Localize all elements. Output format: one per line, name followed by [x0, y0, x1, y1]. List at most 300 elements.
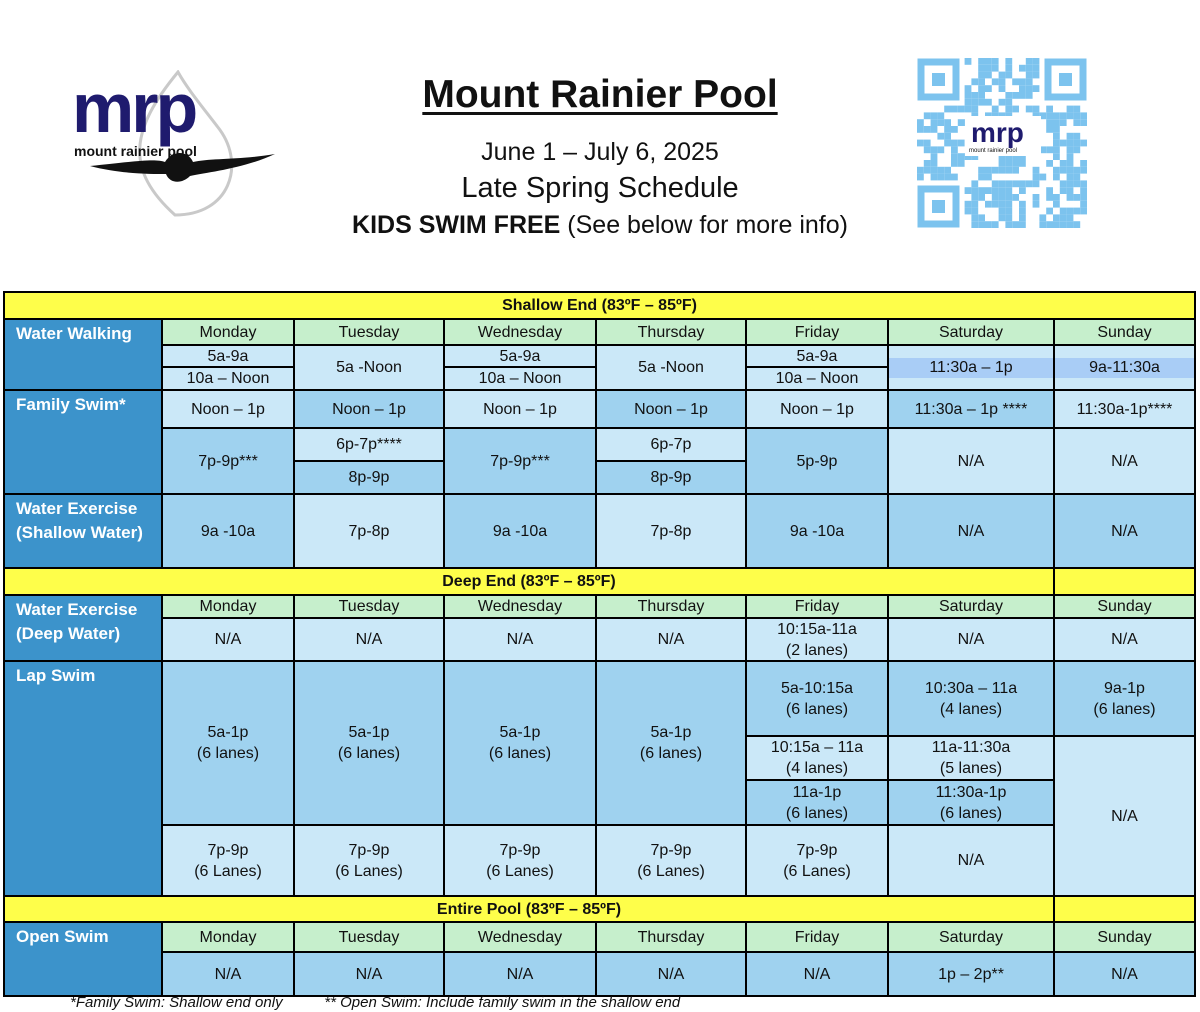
lap-swim-thu-evening-lanes: (6 Lanes)	[637, 862, 705, 880]
qr-module	[931, 119, 938, 126]
qr-module	[1080, 187, 1087, 194]
lap-swim-fri-evening	[747, 826, 887, 895]
qr-module	[944, 174, 951, 181]
qr-module	[971, 201, 978, 208]
qr-module	[924, 140, 931, 147]
qr-module	[1019, 65, 1026, 72]
qr-module	[1012, 160, 1019, 167]
qr-module	[944, 119, 951, 126]
qr-module	[1080, 201, 1087, 208]
qr-module	[992, 65, 999, 72]
qr-module	[1053, 214, 1060, 221]
deep-end-header-filler	[1055, 569, 1194, 594]
water-exercise-deep-fri-time: 10:15a-11a	[777, 620, 857, 638]
deep-day-header-saturday: Saturday	[889, 596, 1053, 617]
lap-swim-tue-morning-lanes: (6 lanes)	[337, 745, 401, 762]
qr-module	[1026, 92, 1033, 99]
row-label-family-swim: Family Swim*	[5, 391, 161, 493]
lap-swim-sat-block-1-lanes: (4 lanes)	[939, 700, 1003, 718]
qr-module	[1046, 112, 1053, 119]
qr-module	[1067, 153, 1074, 160]
qr-module	[999, 167, 1006, 174]
day-header-saturday: Saturday	[889, 320, 1053, 344]
water-exercise-deep-thu: N/A	[597, 619, 745, 660]
qr-module	[1073, 194, 1080, 201]
mrp-logo	[70, 70, 280, 220]
qr-module	[917, 119, 924, 126]
lap-swim-tue-morning	[295, 662, 443, 824]
lap-swim-tue-morning-time: 5a-1p	[348, 724, 390, 741]
qr-module	[1073, 221, 1080, 228]
qr-module	[1026, 72, 1033, 79]
water-exercise-shallow-mon: 9a -10a	[163, 495, 293, 567]
qr-module	[999, 78, 1006, 85]
qr-module	[1080, 119, 1087, 126]
qr-module	[1073, 112, 1080, 119]
qr-module	[951, 106, 958, 113]
qr-module	[1046, 106, 1053, 113]
lap-swim-fri-block-2-lanes: (4 lanes)	[785, 760, 849, 777]
lap-swim-thu-evening-time: 7p-9p	[650, 841, 692, 859]
qr-module	[937, 112, 944, 119]
family-swim-fri-midday: Noon – 1p	[747, 391, 887, 427]
qr-module	[924, 146, 931, 153]
qr-module	[1067, 187, 1074, 194]
water-walking-sat-time: 11:30a – 1p	[889, 358, 1053, 378]
qr-module	[1012, 78, 1019, 85]
qr-module	[958, 160, 965, 167]
qr-module	[985, 221, 992, 228]
qr-module	[951, 174, 958, 181]
qr-module	[1067, 106, 1074, 113]
water-walking-thu: 5a -Noon	[597, 346, 745, 389]
lap-swim-mon-morning-lanes: (6 lanes)	[196, 745, 260, 762]
qr-module	[1046, 126, 1053, 133]
water-exercise-deep-fri-lanes: (2 lanes)	[785, 641, 849, 659]
water-walking-sun-time: 9a-11:30a	[1055, 358, 1194, 378]
lap-swim-fri-evening-lanes: (6 Lanes)	[783, 862, 851, 880]
qr-module	[917, 167, 924, 174]
open-day-header-tuesday: Tuesday	[295, 923, 443, 951]
qr-module	[1033, 85, 1040, 92]
lap-swim-sat-block-3-time: 11:30a-1p	[935, 783, 1007, 801]
open-swim-fri: N/A	[747, 953, 887, 995]
schedule-season: Late Spring Schedule	[461, 172, 739, 204]
family-swim-sun-evening: N/A	[1055, 429, 1194, 493]
qr-module	[944, 133, 951, 140]
lap-swim-sat-block-1	[889, 662, 1053, 735]
lap-swim-thu-morning-time: 5a-1p	[650, 724, 692, 741]
qr-module	[1019, 214, 1026, 221]
lap-swim-sat-block-3	[889, 781, 1053, 824]
qr-module	[951, 126, 958, 133]
qr-module	[1012, 92, 1019, 99]
qr-module	[937, 174, 944, 181]
schedule-table	[3, 291, 1196, 997]
qr-module	[971, 99, 978, 106]
qr-module	[1053, 167, 1060, 174]
qr-module	[985, 99, 992, 106]
qr-module	[999, 194, 1006, 201]
lap-swim-fri-block-1-time: 5a-10:15a	[780, 679, 854, 697]
water-exercise-shallow-sat: N/A	[889, 495, 1053, 567]
qr-module	[1060, 180, 1067, 187]
qr-module	[965, 85, 972, 92]
qr-module	[1067, 160, 1074, 167]
water-exercise-deep-sun: N/A	[1055, 619, 1194, 660]
qr-module	[985, 85, 992, 92]
row-label-water-exercise-shallow: Water Exercise (Shallow Water)	[5, 495, 161, 567]
qr-module	[992, 78, 999, 85]
page-title: Mount Rainier Pool	[422, 73, 778, 116]
water-exercise-deep-mon: N/A	[163, 619, 293, 660]
qr-module	[924, 160, 931, 167]
qr-module	[1005, 160, 1012, 167]
water-exercise-deep-tue: N/A	[295, 619, 443, 660]
water-walking-sat	[889, 346, 1053, 389]
family-swim-tue-evening-1: 6p-7p****	[295, 429, 443, 460]
qr-module	[1033, 65, 1040, 72]
qr-module	[1067, 214, 1074, 221]
qr-module	[951, 146, 958, 153]
qr-module	[1067, 146, 1074, 153]
qr-module	[1053, 221, 1060, 228]
qr-module	[985, 65, 992, 72]
qr-module	[958, 106, 965, 113]
qr-module	[944, 106, 951, 113]
footnote: *Family Swim: Shallow end only ** Open Swim: Include family swim in the shallow end	[70, 994, 681, 1011]
qr-module	[978, 167, 985, 174]
water-walking-wed-2: 10a – Noon	[445, 368, 595, 389]
qr-module	[1005, 201, 1012, 208]
lap-swim-fri-block-1-lanes: (6 lanes)	[785, 700, 849, 718]
lap-swim-wed-morning-time: 5a-1p	[499, 724, 541, 741]
qr-module	[1026, 180, 1033, 187]
qr-module	[1033, 201, 1040, 208]
qr-module	[1046, 160, 1053, 167]
water-walking-tue: 5a -Noon	[295, 346, 443, 389]
water-walking-mon-2: 10a – Noon	[163, 368, 293, 389]
lap-swim-sun-morning-time: 9a-1p	[1104, 679, 1145, 697]
lap-swim-mon-evening	[163, 826, 293, 895]
deep-end-header: Deep End (83ºF – 85ºF)	[5, 569, 1053, 594]
qr-module	[958, 119, 965, 126]
open-swim-sun: N/A	[1055, 953, 1194, 995]
qr-module	[1080, 160, 1087, 167]
lap-swim-fri-block-1	[747, 662, 887, 735]
qr-module	[965, 92, 972, 99]
qr-module	[1067, 174, 1074, 181]
qr-module	[1060, 119, 1067, 126]
qr-logo-letters: mrp	[971, 117, 1024, 148]
qr-module	[1053, 201, 1060, 208]
qr-module	[1019, 160, 1026, 167]
open-swim-thu: N/A	[597, 953, 745, 995]
shallow-end-header: Shallow End (83ºF – 85ºF)	[5, 293, 1194, 318]
entire-pool-header: Entire Pool (83ºF – 85ºF)	[5, 897, 1053, 921]
lap-swim-mon-morning-time: 5a-1p	[207, 724, 249, 741]
qr-module	[978, 99, 985, 106]
qr-module	[1005, 221, 1012, 228]
water-walking-mon-1: 5a-9a	[163, 346, 293, 366]
qr-module	[931, 126, 938, 133]
qr-module	[1080, 112, 1087, 119]
logo-tagline: mount rainier pool	[74, 143, 197, 159]
qr-module	[971, 187, 978, 194]
qr-module	[917, 126, 924, 133]
qr-module	[999, 208, 1006, 215]
qr-module	[971, 221, 978, 228]
lap-swim-wed-evening	[445, 826, 595, 895]
qr-module	[1073, 174, 1080, 181]
water-exercise-shallow-wed: 9a -10a	[445, 495, 595, 567]
qr-module	[985, 167, 992, 174]
qr-module	[931, 174, 938, 181]
qr-module	[1073, 208, 1080, 215]
qr-module	[917, 174, 924, 181]
family-swim-sat-evening: N/A	[889, 429, 1053, 493]
day-header-thursday: Thursday	[597, 320, 745, 344]
qr-module	[1039, 214, 1046, 221]
open-day-header-wednesday: Wednesday	[445, 923, 595, 951]
qr-module	[992, 180, 999, 187]
qr-module	[1067, 140, 1074, 147]
qr-module	[978, 174, 985, 181]
qr-module	[1005, 208, 1012, 215]
lap-swim-fri-evening-time: 7p-9p	[796, 841, 838, 859]
qr-module	[971, 214, 978, 221]
qr-module	[1005, 180, 1012, 187]
qr-module	[1026, 58, 1033, 65]
qr-module	[1053, 194, 1060, 201]
qr-module	[1073, 106, 1080, 113]
qr-module	[1080, 208, 1087, 215]
qr-module	[931, 153, 938, 160]
qr-module	[1080, 140, 1087, 147]
qr-module	[1067, 112, 1074, 119]
qr-module	[937, 167, 944, 174]
qr-module	[1046, 119, 1053, 126]
lap-swim-sat-evening: N/A	[889, 826, 1053, 895]
qr-module	[971, 180, 978, 187]
qr-module	[978, 214, 985, 221]
qr-module	[999, 85, 1006, 92]
qr-module	[1080, 167, 1087, 174]
water-exercise-deep-fri	[747, 619, 887, 660]
qr-module	[992, 167, 999, 174]
deep-day-header-wednesday: Wednesday	[445, 596, 595, 617]
kids-swim-free-rest: (See below for more info)	[560, 211, 848, 239]
qr-module	[1039, 221, 1046, 228]
qr-module	[1005, 65, 1012, 72]
lap-swim-mon-evening-lanes: (6 Lanes)	[194, 862, 262, 880]
qr-module	[1053, 146, 1060, 153]
qr-module	[965, 208, 972, 215]
qr-module	[1019, 187, 1026, 194]
qr-module	[985, 174, 992, 181]
qr-module	[999, 160, 1006, 167]
qr-module	[1073, 146, 1080, 153]
kids-swim-free-bold: KIDS SWIM FREE	[352, 211, 561, 239]
qr-logo-tagline: mount rainier pool	[969, 148, 1018, 154]
qr-module	[1046, 208, 1053, 215]
qr-module	[1060, 167, 1067, 174]
lap-swim-tue-evening-time: 7p-9p	[348, 841, 390, 859]
qr-module	[937, 146, 944, 153]
family-swim-wed-evening: 7p-9p***	[445, 429, 595, 493]
qr-module	[958, 153, 965, 160]
deep-day-header-friday: Friday	[747, 596, 887, 617]
schedule-dates: June 1 – July 6, 2025	[481, 138, 719, 166]
qr-module	[1067, 180, 1074, 187]
qr-module	[1019, 92, 1026, 99]
qr-module	[1005, 187, 1012, 194]
qr-module	[924, 112, 931, 119]
qr-module	[1053, 153, 1060, 160]
family-swim-tue-midday: Noon – 1p	[295, 391, 443, 427]
qr-module	[999, 72, 1006, 79]
deep-day-header-thursday: Thursday	[597, 596, 745, 617]
qr-module	[992, 201, 999, 208]
family-swim-sat-midday: 11:30a – 1p ****	[889, 391, 1053, 427]
water-walking-wed-1: 5a-9a	[445, 346, 595, 366]
row-label-water-walking: Water Walking	[5, 320, 161, 389]
qr-module	[1033, 106, 1040, 113]
qr-module	[1005, 194, 1012, 201]
qr-module	[1012, 180, 1019, 187]
qr-module	[999, 214, 1006, 221]
qr-module	[992, 194, 999, 201]
entire-pool-header-filler	[1055, 897, 1194, 921]
qr-module	[1033, 72, 1040, 79]
deep-day-header-monday: Monday	[163, 596, 293, 617]
open-day-header-friday: Friday	[747, 923, 887, 951]
qr-module	[1053, 174, 1060, 181]
family-swim-mon-midday: Noon – 1p	[163, 391, 293, 427]
qr-module	[1033, 180, 1040, 187]
qr-module	[944, 140, 951, 147]
open-swim-mon: N/A	[163, 953, 293, 995]
qr-code-icon[interactable]	[917, 58, 1087, 228]
qr-module	[1073, 180, 1080, 187]
qr-module	[1080, 194, 1087, 201]
qr-module	[978, 85, 985, 92]
qr-module	[958, 140, 965, 147]
row-label-water-exercise-deep: Water Exercise (Deep Water)	[5, 596, 161, 660]
qr-module	[1026, 78, 1033, 85]
qr-module	[1060, 208, 1067, 215]
kids-swim-free-note	[300, 208, 900, 242]
qr-module	[1046, 146, 1053, 153]
qr-module	[978, 221, 985, 228]
qr-module	[1067, 208, 1074, 215]
qr-module	[1067, 194, 1074, 201]
qr-module	[931, 112, 938, 119]
qr-module	[965, 106, 972, 113]
qr-module	[1067, 221, 1074, 228]
qr-module	[999, 187, 1006, 194]
lap-swim-sat-block-2-time: 11a-11:30a	[931, 739, 1011, 756]
qr-module	[1033, 58, 1040, 65]
qr-module	[931, 160, 938, 167]
day-header-monday: Monday	[163, 320, 293, 344]
lap-swim-sat-block-2	[889, 737, 1053, 779]
open-day-header-monday: Monday	[163, 923, 293, 951]
qr-module	[1080, 180, 1087, 187]
qr-module	[1005, 214, 1012, 221]
lap-swim-fri-block-3	[747, 781, 887, 824]
qr-module	[1073, 140, 1080, 147]
day-header-tuesday: Tuesday	[295, 320, 443, 344]
qr-module	[1033, 167, 1040, 174]
lap-swim-sat-block-1-time: 10:30a – 11a	[924, 679, 1018, 697]
qr-module	[951, 160, 958, 167]
water-exercise-shallow-thu: 7p-8p	[597, 495, 745, 567]
qr-module	[1053, 133, 1060, 140]
qr-module	[965, 58, 972, 65]
qr-module	[924, 167, 931, 174]
open-swim-wed: N/A	[445, 953, 595, 995]
lap-swim-sun-rest: N/A	[1055, 737, 1194, 895]
qr-module	[999, 99, 1006, 106]
water-exercise-shallow-fri: 9a -10a	[747, 495, 887, 567]
qr-module	[931, 146, 938, 153]
qr-module	[1060, 160, 1067, 167]
row-label-lap-swim: Lap Swim	[5, 662, 161, 895]
qr-module	[1012, 167, 1019, 174]
qr-module	[1060, 187, 1067, 194]
qr-module	[985, 58, 992, 65]
qr-module	[951, 140, 958, 147]
water-walking-sun	[1055, 346, 1194, 389]
qr-module	[1019, 180, 1026, 187]
qr-module	[978, 58, 985, 65]
qr-module	[978, 72, 985, 79]
qr-module	[978, 194, 985, 201]
qr-module	[1060, 214, 1067, 221]
water-walking-fri-2: 10a – Noon	[747, 368, 887, 389]
qr-module	[992, 221, 999, 228]
family-swim-thu-midday: Noon – 1p	[597, 391, 745, 427]
qr-module	[1073, 167, 1080, 174]
lap-swim-sun-morning	[1055, 662, 1194, 735]
qr-module	[1060, 140, 1067, 147]
open-day-header-saturday: Saturday	[889, 923, 1053, 951]
qr-module	[944, 167, 951, 174]
qr-module	[978, 65, 985, 72]
qr-module	[1033, 174, 1040, 181]
lap-swim-fri-block-3-time: 11a-1p	[792, 783, 842, 801]
qr-module	[1019, 201, 1026, 208]
qr-module	[1005, 58, 1012, 65]
qr-module	[965, 187, 972, 194]
qr-module	[1012, 106, 1019, 113]
qr-module	[1005, 92, 1012, 99]
qr-module	[1046, 221, 1053, 228]
open-day-header-sunday: Sunday	[1055, 923, 1194, 951]
qr-module	[978, 78, 985, 85]
qr-module	[1046, 194, 1053, 201]
lap-swim-thu-evening	[597, 826, 745, 895]
lap-swim-wed-evening-time: 7p-9p	[499, 841, 541, 859]
qr-module	[1053, 112, 1060, 119]
water-walking-fri-1: 5a-9a	[747, 346, 887, 366]
open-swim-tue: N/A	[295, 953, 443, 995]
lap-swim-wed-evening-lanes: (6 Lanes)	[486, 862, 554, 880]
lap-swim-sat-block-3-lanes: (6 lanes)	[939, 804, 1003, 822]
qr-module	[924, 126, 931, 133]
qr-module	[1067, 133, 1074, 140]
